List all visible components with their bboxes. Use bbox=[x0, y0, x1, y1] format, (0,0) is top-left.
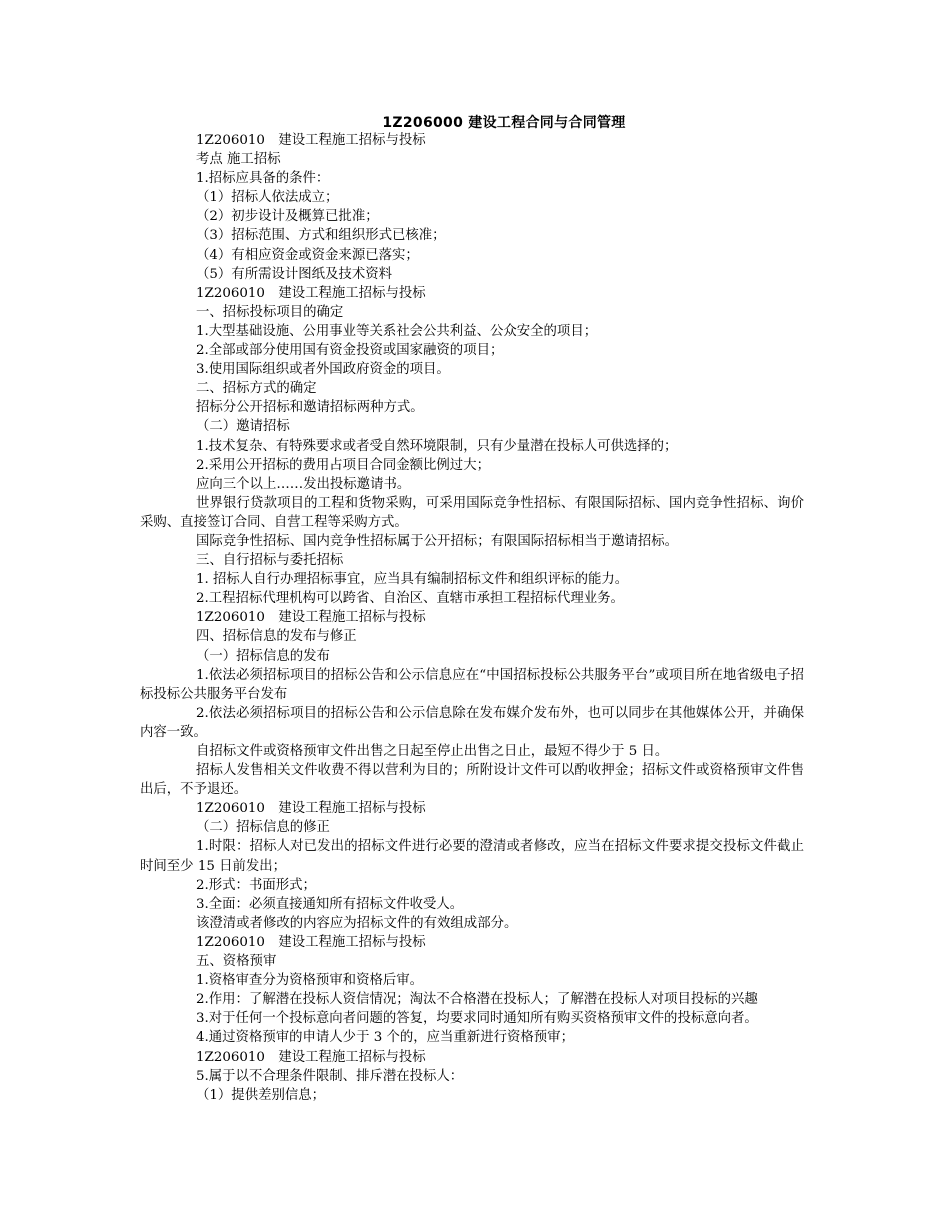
paragraph: 1Z206010 建设工程施工招标与投标 bbox=[196, 610, 426, 626]
paragraph: 1.技术复杂、有特殊要求或者受自然环境限制，只有少量潜在投标人可供选择的； bbox=[196, 438, 678, 454]
paragraph: （4）有相应资金或资金来源已落实； bbox=[196, 247, 419, 263]
paragraph: 2.作用：了解潜在投标人资信情况；淘汰不合格潜在投标人；了解潜在投标人对项目投标的兴趣 bbox=[196, 992, 758, 1008]
paragraph: （3）招标范围、方式和组织形式已核准； bbox=[196, 228, 446, 244]
paragraph: 2.形式：书面形式； bbox=[196, 877, 316, 893]
paragraph: 三、自行招标与委托招标 bbox=[196, 553, 344, 569]
paragraph: （1）提供差别信息； bbox=[196, 1087, 326, 1103]
paragraph: 1.大型基础设施、公用事业等关系社会公共利益、公众安全的项目； bbox=[196, 323, 598, 339]
paragraph: （一）招标信息的发布 bbox=[196, 648, 330, 664]
paragraph: 1Z206010 建设工程施工招标与投标 bbox=[196, 801, 426, 817]
paragraph: 1Z206010 建设工程施工招标与投标 bbox=[196, 1049, 426, 1065]
paragraph: 3.全面：必须直接通知所有招标文件收受人。 bbox=[196, 896, 464, 912]
paragraph: 五、资格预审 bbox=[196, 954, 277, 970]
paragraph: 自招标文件或资格预审文件出售之日起至停止出售之日止，最短不得少于 5 日。 bbox=[196, 744, 669, 759]
paragraph: 1Z206010 建设工程施工招标与投标 bbox=[196, 133, 426, 148]
paragraph: 2.工程招标代理机构可以跨省、自治区、直辖市承担工程招标代理业务。 bbox=[196, 591, 624, 607]
paragraph: 应向三个以上……发出投标邀请书。 bbox=[196, 476, 411, 492]
paragraph: （5）有所需设计图纸及技术资料 bbox=[196, 266, 392, 282]
paragraph: （1）招标人依法成立； bbox=[196, 190, 339, 206]
paragraph: 1.依法必须招标项目的招标公告和公示信息应在“中国招标投标公共服务平台”或项目所在地省级电子招标投标公共服务平台发布 bbox=[140, 667, 804, 702]
paragraph: 二、招标方式的确定 bbox=[196, 381, 317, 397]
paragraph: 1.资格审查分为资格预审和资格后审。 bbox=[196, 973, 424, 989]
paragraph: 招标人发售相关文件收费不得以营利为目的；所附设计文件可以酌收押金；招标文件或资格预审文件售出后，不予退还。 bbox=[140, 763, 804, 798]
paragraph: （2）初步设计及概算已批准； bbox=[196, 209, 379, 225]
document-body bbox=[140, 131, 804, 1105]
paragraph: 1.招标应具备的条件： bbox=[196, 171, 330, 187]
paragraph: 四、招标信息的发布与修正 bbox=[196, 629, 357, 645]
paragraph: 该澄清或者修改的内容应为招标文件的有效组成部分。 bbox=[196, 915, 518, 931]
paragraph: 5.属于以不合理条件限制、排斥潜在投标人： bbox=[196, 1068, 464, 1084]
paragraph: 世界银行贷款项目的工程和货物采购，可采用国际竞争性招标、有限国际招标、国内竞争性招标、询价采购、直接签订合同、自营工程等采购方式。 bbox=[140, 495, 804, 530]
paragraph: 1.时限：招标人对已发出的招标文件进行必要的澄清或者修改，应当在招标文件要求提交投标文件截止时间至少 15 日前发出； bbox=[140, 839, 804, 874]
paragraph: 招标分公开招标和邀请招标两种方式。 bbox=[196, 400, 424, 416]
paragraph: 2.依法必须招标项目的招标公告和公示信息除在发布媒介发布外，也可以同步在其他媒体公开，并确保内容一致。 bbox=[140, 705, 804, 740]
paragraph: （二）邀请招标 bbox=[196, 419, 290, 435]
paragraph: 3.使用国际组织或者外国政府资金的项目。 bbox=[196, 362, 450, 378]
document-title: 1Z206000 建设工程合同与合同管理 bbox=[382, 115, 626, 131]
paragraph: （二）招标信息的修正 bbox=[196, 820, 330, 836]
paragraph: 国际竞争性招标、国内竞争性招标属于公开招标；有限国际招标相当于邀请招标。 bbox=[196, 533, 679, 549]
paragraph: 1Z206010 建设工程施工招标与投标 bbox=[196, 934, 426, 950]
paragraph: 考点 施工招标 bbox=[196, 152, 281, 168]
paragraph: 2.采用公开招标的费用占项目合同金额比例过大； bbox=[196, 457, 490, 473]
paragraph: 1. 招标人自行办理招标事宜，应当具有编制招标文件和组织评标的能力。 bbox=[196, 572, 629, 588]
paragraph: 1Z206010 建设工程施工招标与投标 bbox=[196, 285, 426, 301]
paragraph: 4.通过资格预审的申请人少于 3 个的，应当重新进行资格预审； bbox=[196, 1030, 574, 1046]
paragraph: 3.对于任何一个投标意向者问题的答复，均要求同时通知所有购买资格预审文件的投标意向者。 bbox=[196, 1011, 758, 1027]
paragraph: 2.全部或部分使用国有资金投资或国家融资的项目； bbox=[196, 343, 504, 359]
paragraph: 一、招标投标项目的确定 bbox=[196, 304, 344, 320]
